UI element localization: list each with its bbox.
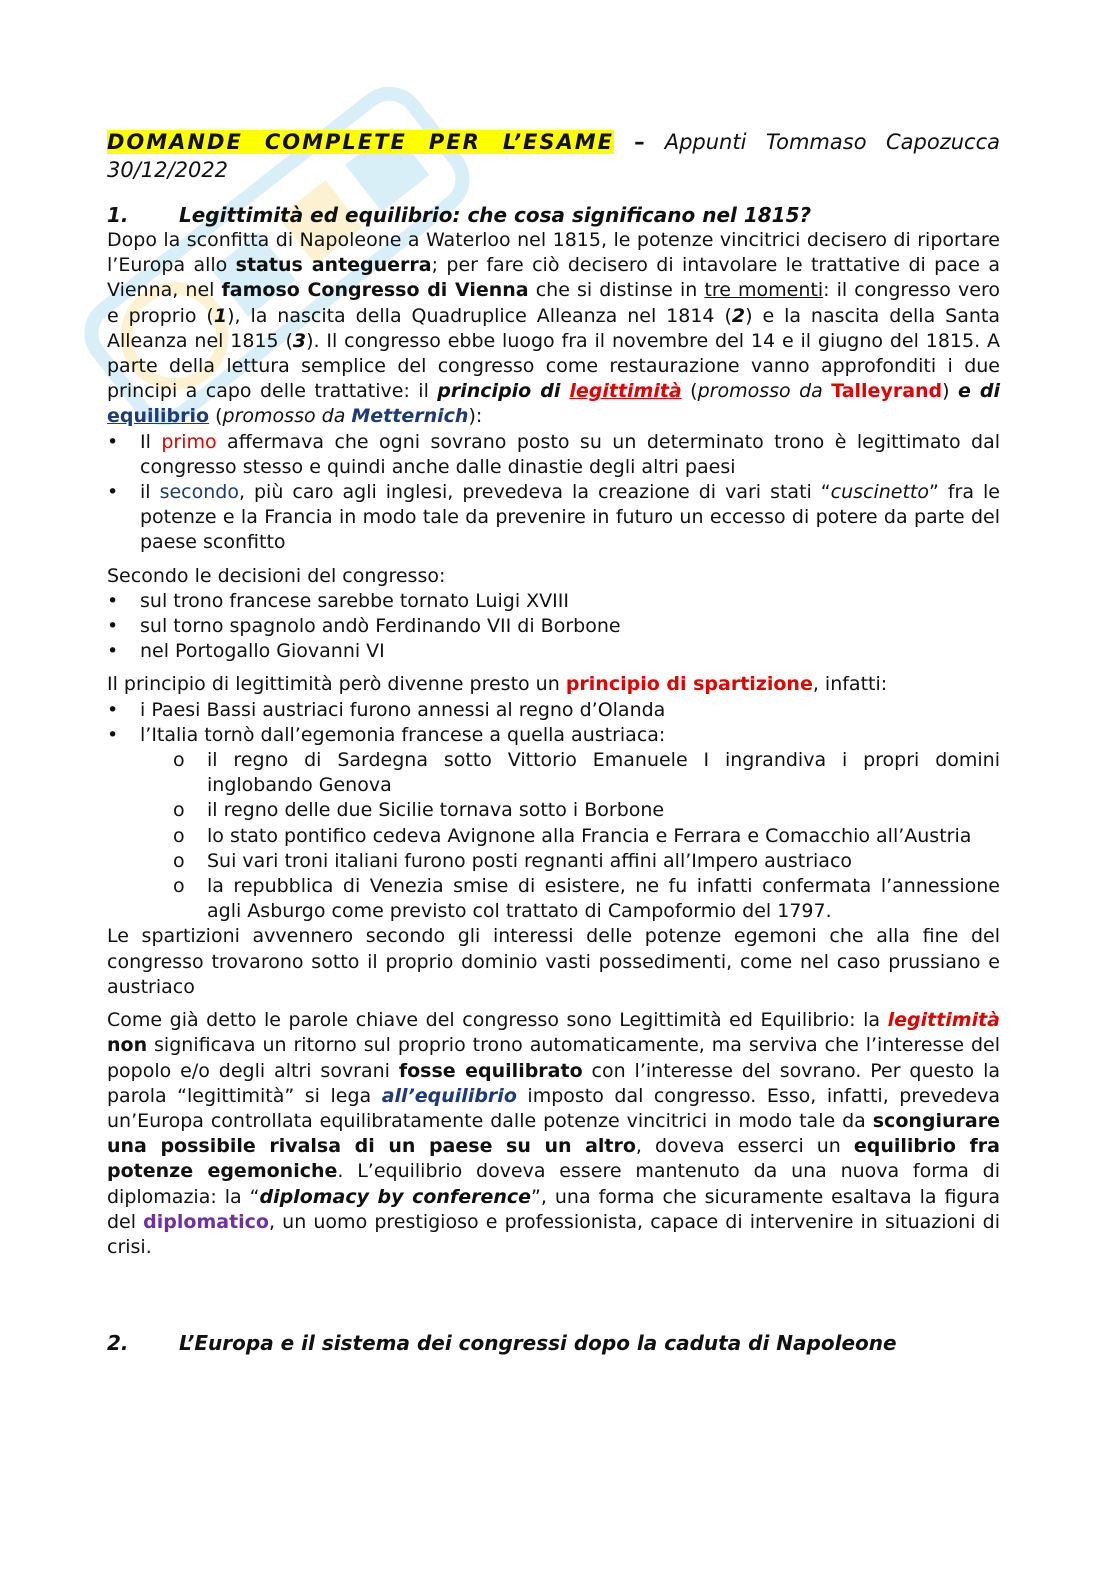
list-item: • i Paesi Bassi austriaci furono annessi al regno d’Olanda [107,698,1000,723]
list-item: o la repubblica di Venezia smise di esistere, ne fu infatti confermata l’annessione agli Asburgo come previsto col trattato di Campoformio del 1797. [107,874,1000,924]
list-item: • l’Italia tornò dall’egemonia francese a quella austriaca: [107,723,1000,748]
partition-outcome-paragraph: Le spartizioni avvennero secondo gli interessi delle potenze egemoni che alla fine del congresso trovarono sotto il proprio dominio vasti possedimenti, come nel caso prussiano e austriaco [107,925,1000,998]
section-2-number: 2. [107,1331,129,1356]
document-subtitle: Appunti Tommaso Capozucca 30/12/2022 [107,130,1000,182]
partition-list [107,698,1000,748]
conclusion-paragraph: Come già detto le parole chiave del congresso sono Legittimità ed Equilibrio: la legittimità non significava un ritorno sul proprio trono automaticamente, ma serviva che l’interesse del popolo e/o degli altri sovrani fosse equilibrato con l’interesse del sovrano. Per questo la parola “legittimità” si lega all’equilibrio imposto dal congresso. Esso, infatti, prevedeva un’Europa controllata equilibratamente dalle potenze vincitrici in modo tale da scongiurare una possibile rivalsa di un paese su un altro, doveva esserci un equilibrio fra potenze egemoniche. L’equilibrio doveva essere mantenuto da una nuova forma di diplomazia: la “diplomacy by conference”, una forma che sicuramente esaltava la figura del diplomatico, un uomo prestigioso e professionista, capace di intervenire in situazioni di crisi. [107,1009,1000,1258]
list-item: o Sui vari troni italiani furono posti regnanti affini all’Impero austriaco [107,849,1000,874]
document-header [107,128,1000,184]
list-item: • il secondo, più caro agli inglesi, prevedeva la creazione di vari stati “cuscinetto” fra le potenze e la Francia in modo tale da prevenire in futuro un eccesso di potere da parte del paese sconfitto [107,480,1000,556]
section-1-intro-paragraph: Dopo la sconfitta di Napoleone a Waterloo nel 1815, le potenze vincitrici decisero di riportare l’Europa allo status anteguerra; per fare ciò decisero di intavolare le trattative di pace a Vienna, nel famoso Congresso di Vienna che si distinse in tre momenti: il congresso vero e proprio (1), la nascita della Quadruplice Alleanza nel 1814 (2) e la nascita della Santa Alleanza nel 1815 (3). Il congresso ebbe luogo fra il novembre del 14 e il giugno del 1815. A parte della lettura semplice del congresso come restaurazione vanno approfonditi i due principi a capo delle trattative: il principio di legittimità (promosso da Talleyrand) e di equilibrio (promosso da Metternich): [107,229,1000,428]
list-item: o il regno di Sardegna sotto Vittorio Emanuele I ingrandiva i propri domini inglobando Genova [107,748,1000,798]
list-item: • sul torno spagnolo andò Ferdinando VII di Borbone [107,614,1000,639]
section-1-number: 1. [107,203,129,227]
section-1-title: Legittimità ed equilibrio: che cosa significano nel 1815? [179,203,812,227]
list-item: o il regno delle due Sicilie tornava sotto i Borbone [107,798,1000,823]
decisions-list [107,589,1000,665]
section-1-heading [107,202,1000,228]
list-item: • sul trono francese sarebbe tornato Luigi XVIII [107,589,1000,614]
principles-list [107,430,1000,556]
partition-intro: Il principio di legittimità però divenne presto un principio di spartizione, infatti: [107,673,888,696]
header-dash: – [614,130,665,154]
list-item: • Il primo affermava che ogni sovrano posto su un determinato trono è legittimato dal congresso stesso e quindi anche dalle dinastie degli altri paesi [107,430,1000,480]
section-2-heading [107,1330,1000,1356]
list-item: o lo stato pontifico cedeva Avignone alla Francia e Ferrara e Comacchio all’Austria [107,824,1000,849]
document-page [107,128,1000,1356]
italy-sublist [107,748,1000,924]
list-item: • nel Portogallo Giovanni VI [107,639,1000,664]
section-2-title: L’Europa e il sistema dei congressi dopo la caduta di Napoleone [179,1331,897,1356]
decisions-intro: Secondo le decisioni del congresso: [107,564,446,587]
document-title: DOMANDE COMPLETE PER L’ESAME [107,130,615,154]
